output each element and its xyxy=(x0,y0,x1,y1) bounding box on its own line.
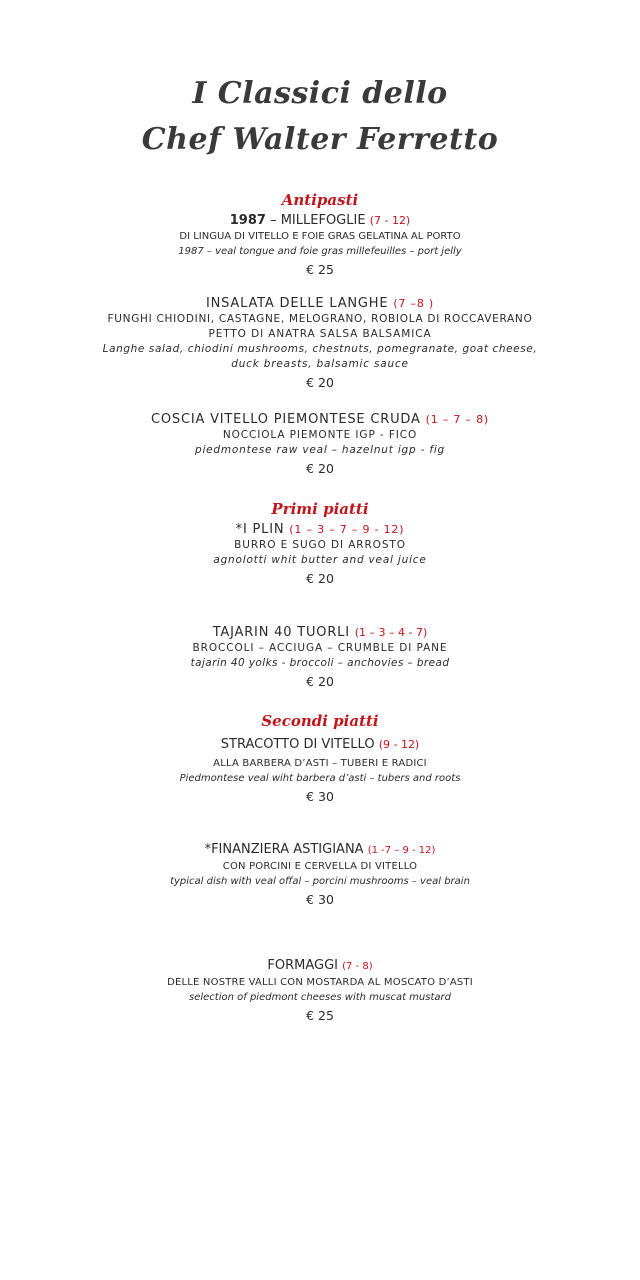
description-it: BURRO E SUGO DI ARROSTO xyxy=(234,539,406,551)
dish-name-text: – MILLEFOGLIE xyxy=(265,213,370,228)
description-it: BROCCOLI – ACCIUGA – CRUMBLE DI PANE xyxy=(192,642,448,654)
dish-name xyxy=(0,624,640,641)
dish-coscia-vitello xyxy=(0,411,640,478)
title-line-2: Chef Walter Ferretto xyxy=(141,122,499,157)
dish-name-text: INSALATA DELLE LANGHE xyxy=(205,296,394,311)
dish-name xyxy=(0,736,640,753)
description-en-line-2: duck breasts, balsamic sauce xyxy=(231,358,409,370)
price: € 25 xyxy=(306,262,334,277)
description-it: CON PORCINI E CERVELLA DI VITELLO xyxy=(222,861,418,872)
description-en: Piedmontese veal wiht barbera d’asti – tubers and roots xyxy=(179,773,461,784)
page-title xyxy=(0,74,640,160)
description-it: DELLE NOSTRE VALLI CON MOSTARDA AL MOSCATO D’ASTI xyxy=(167,977,473,988)
allergens: (9 - 12) xyxy=(378,738,420,751)
description-en-line-1: Langhe salad, chiodini mushrooms, chestnuts, pomegranate, goat cheese, xyxy=(102,343,538,355)
section-title-secondi: Secondi piatti xyxy=(261,712,379,730)
description-it-line-1: FUNGHI CHIODINI, CASTAGNE, MELOGRANO, ROBIOLA DI ROCCAVERANO xyxy=(107,313,533,325)
dish-name xyxy=(0,295,640,312)
dish-name-text: TAJARIN 40 TUORLI xyxy=(212,625,355,640)
description-it: NOCCIOLA PIEMONTE IGP - FICO xyxy=(222,429,418,441)
allergens: (7 - 8) xyxy=(342,961,373,972)
dish-name-text: STRACOTTO DI VITELLO xyxy=(220,737,379,752)
allergens: (1 – 3 – 4 - 7) xyxy=(354,626,428,639)
price: € 20 xyxy=(306,571,334,586)
dish-name-bold: 1987 xyxy=(229,213,266,228)
description-it: DI LINGUA DI VITELLO E FOIE GRAS GELATINA AL PORTO xyxy=(179,231,461,242)
price: € 30 xyxy=(306,789,334,804)
description-it-line-2: PETTO DI ANATRA SALSA BALSAMICA xyxy=(208,328,432,340)
description-it: ALLA BARBERA D’ASTI – TUBERI E RADICI xyxy=(213,758,427,769)
allergens: (1 -7 – 9 - 12) xyxy=(367,845,436,856)
description-en: piedmontese raw veal – hazelnut igp - fig xyxy=(194,444,446,456)
description-en: selection of piedmont cheeses with muscat mustard xyxy=(189,992,451,1003)
dish-name xyxy=(0,212,640,229)
price: € 20 xyxy=(306,461,334,476)
allergens: (1 – 7 – 8) xyxy=(425,413,489,426)
dish-name xyxy=(0,841,640,859)
section-title-antipasti: Antipasti xyxy=(281,191,359,209)
dish-name-text: FORMAGGI xyxy=(267,958,343,973)
price: € 30 xyxy=(306,892,334,907)
dish-name xyxy=(0,957,640,975)
allergens: (7 - 12) xyxy=(369,214,411,227)
dish-name-text: *FINANZIERA ASTIGIANA xyxy=(204,842,368,857)
dish-name-text: COSCIA VITELLO PIEMONTESE CRUDA xyxy=(151,412,426,427)
dish-name xyxy=(0,411,640,428)
allergens: (7 –8 ) xyxy=(393,297,435,310)
section-secondi xyxy=(0,712,640,730)
dish-formaggi xyxy=(0,957,640,1025)
dish-insalata-langhe xyxy=(0,295,640,392)
dish-tajarin xyxy=(0,624,640,691)
description-en: 1987 – veal tongue and foie gras millefeuilles – port jelly xyxy=(178,246,462,257)
dish-plin xyxy=(0,521,640,588)
section-title-primi: Primi piatti xyxy=(271,500,369,518)
section-primi xyxy=(0,500,640,518)
description-en: tajarin 40 yolks - broccoli – anchovies – bread xyxy=(190,657,450,669)
title-line-1: I Classici dello xyxy=(192,76,448,111)
price: € 20 xyxy=(306,375,334,390)
dish-name xyxy=(0,521,640,538)
description-en: typical dish with veal offal – porcini mushrooms – veal brain xyxy=(170,876,470,887)
description-en: agnolotti whit butter and veal juice xyxy=(213,554,427,566)
section-antipasti xyxy=(0,191,640,209)
dish-millefoglie xyxy=(0,212,640,279)
price: € 25 xyxy=(306,1008,334,1023)
price: € 20 xyxy=(306,674,334,689)
dish-name-text: *I PLIN xyxy=(235,522,290,537)
allergens: (1 – 3 – 7 – 9 - 12) xyxy=(289,523,405,536)
dish-finanziera xyxy=(0,841,640,909)
dish-stracotto xyxy=(0,736,640,806)
